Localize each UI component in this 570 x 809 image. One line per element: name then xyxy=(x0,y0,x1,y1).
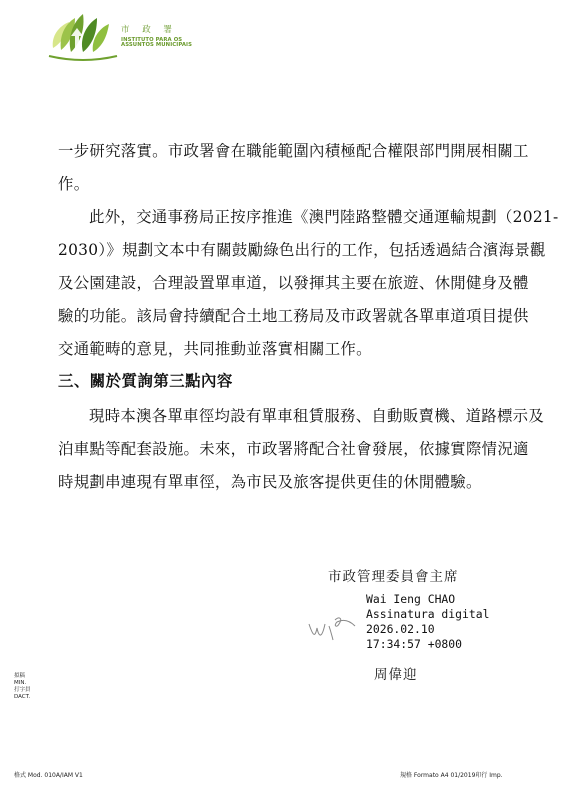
text-line: 驗的功能。該局會持續配合土地工務局及市政署就各單車道項目提供 xyxy=(58,307,529,325)
iam-logo xyxy=(45,12,215,64)
signer-name: 周偉迎 xyxy=(374,667,418,683)
signatory-title: 市政管理委員會主席 xyxy=(328,569,459,585)
logo-name-zh: 市 政 署 xyxy=(121,25,177,35)
logo-wordmark xyxy=(121,26,192,49)
logo-name-pt-line2: ASSUNTOS MUNICIPAIS xyxy=(121,42,193,49)
text-line: 一步研究落實。市政署會在職能範圍內積極配合權限部門開展相關工 xyxy=(58,142,529,160)
margin-note-line: 拟稿 xyxy=(14,673,26,679)
iam-emblem-icon xyxy=(45,12,121,62)
text-line: 泊車點等配套設施。未來，市政署將配合社會發展，依據實際情況適 xyxy=(58,440,529,458)
text-line: 時規劃串連現有單車徑，為市民及旅客提供更佳的休閒體驗。 xyxy=(58,473,482,491)
paragraph-3 xyxy=(58,400,545,499)
text-line: 作。 xyxy=(58,175,90,193)
margin-note-line: DACT. xyxy=(14,694,31,700)
text-line: 交通範畴的意見，共同推動並落實相關工作。 xyxy=(58,340,372,358)
section-heading: 三、關於質詢第三點內容 xyxy=(58,372,233,390)
stamp-date: 2026.02.10 xyxy=(366,622,435,636)
text-line: 2030）》規劃文本中有關鼓勵綠色出行的工作，包括透過結合濱海景觀 xyxy=(58,241,546,259)
margin-note xyxy=(14,673,31,701)
footer-print-info: 規格 Formato A4 01/2019印行 Imp. xyxy=(400,772,503,779)
logo-name-pt-line1: INSTITUTO PARA OS xyxy=(121,36,183,43)
footer-form-code: 格式 Mod. 010A/IAM V1 xyxy=(14,772,83,779)
stamp-time: 17:34:57 +0800 xyxy=(366,637,463,651)
paragraph-2 xyxy=(58,201,559,366)
margin-note-line: MIN. xyxy=(14,680,27,686)
text-line: 現時本澳各單車徑均設有單車租賃服務、自動販賣機、道路標示及 xyxy=(89,407,545,425)
stamp-signer: Wai Ieng CHAO xyxy=(366,592,456,606)
text-line: 此外，交通事務局正按序推進《澳門陸路整體交通運輸規劃（2021- xyxy=(89,208,559,226)
text-line: 及公園建設，合理設置單車道，以發揮其主要在旅遊、休閒健身及體 xyxy=(58,274,529,292)
digital-signature-stamp xyxy=(366,592,489,652)
stamp-label: Assinatura digital xyxy=(366,607,490,621)
margin-note-line: 打字員 xyxy=(14,687,31,693)
handwritten-signature xyxy=(305,610,361,646)
paragraph-1 xyxy=(58,135,529,201)
